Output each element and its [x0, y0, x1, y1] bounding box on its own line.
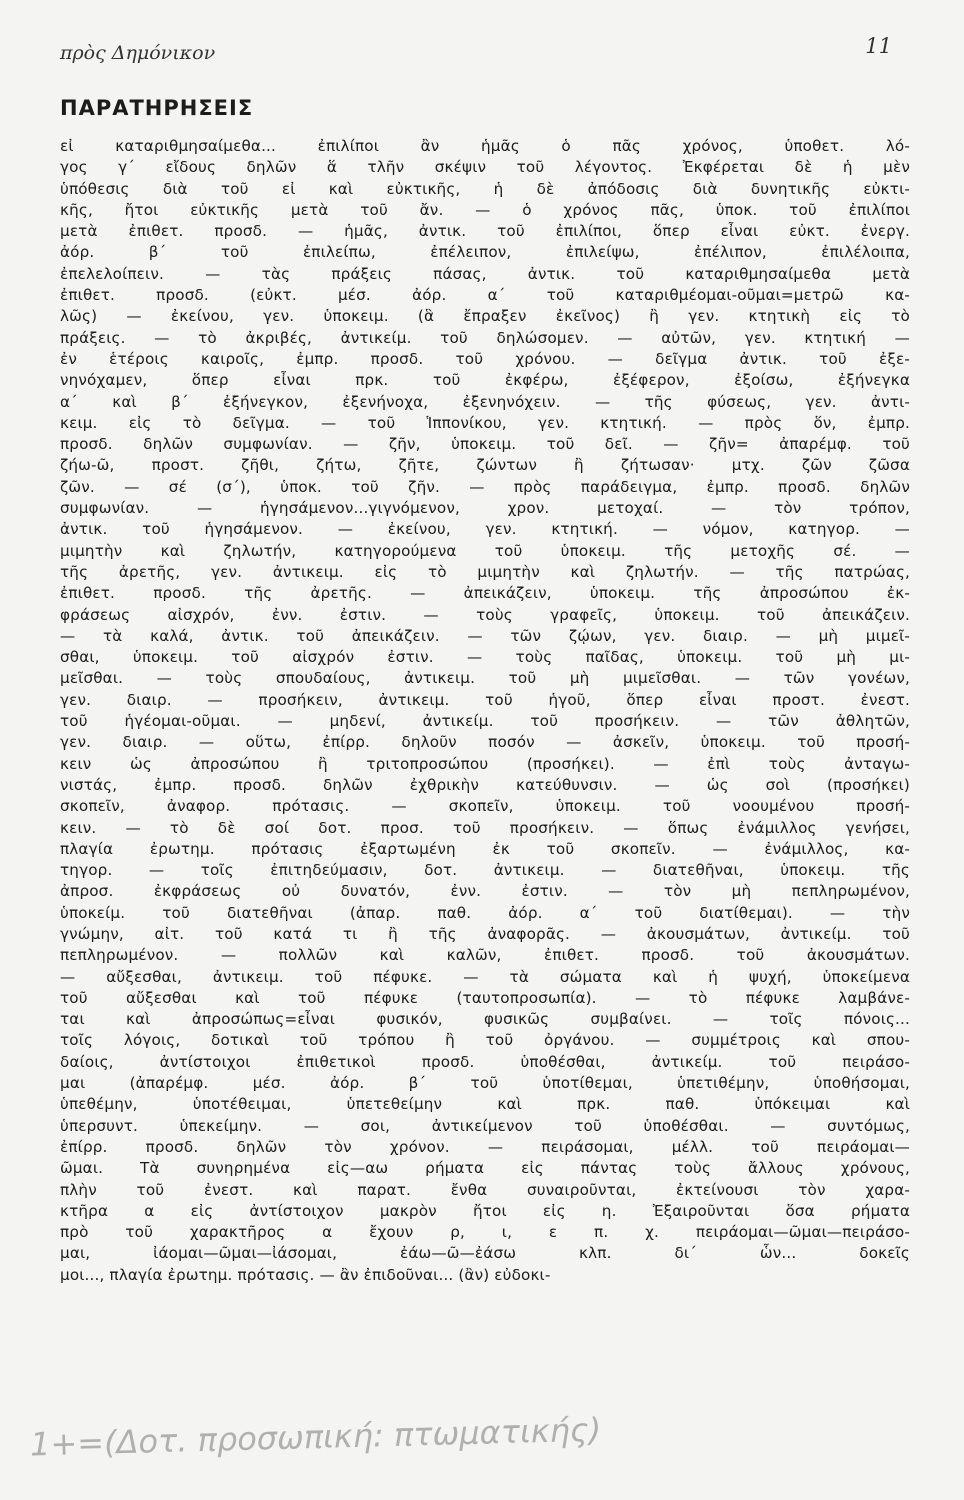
text-line: μετὰ ἐπιθετ. προσδ. — ἡμᾶς, ἀντικ. τοῦ ἐπιλίποι, ὅπερ εἶναι εὐκτ. ἐνεργ.	[60, 222, 910, 241]
text-line: πεπληρωμένον. — πολλῶν καὶ καλῶν, ἐπιθετ. προσδ. τοῦ ἀκουσμάτων.	[60, 946, 910, 965]
text-line: νιστάς, ἐμπρ. προσδ. δηλῶν ἐχθρικὴν κατεύθυνσιν. — ὡς σοὶ (προσήκει)	[60, 775, 910, 794]
text-line: ὑπεθέμην, ὑποτέθειμαι, ὑπετεθείμην καὶ πρκ. παθ. ὑπόκειμαι καὶ	[60, 1095, 910, 1114]
text-line: ἐπιθετ. προσδ. τῆς ἀρετῆς. — ἀπεικάζειν, ὑποκειμ. τῆς ἀπροσώπου ἐκ-	[60, 584, 910, 603]
text-line: κειν ὡς ἀπροσώπου ἢ τριτοπροσώπου (προσήκει). — ἐπὶ τοὺς ἀνταγω-	[60, 754, 910, 773]
text-line: πρὸ τοῦ χαρακτῆρος α ἔχουν ρ, ι, ε π. χ. πειράομαι—ῶμαι—πειράσο-	[60, 1223, 910, 1242]
text-line: ζῶν. — σέ (σ΄), ὑποκ. τοῦ ζῆν. — πρὸς παράδειγμα, ἐμπρ. προσδ. δηλῶν	[60, 477, 910, 496]
text-line: — αὔξεσθαι, ἀντικειμ. τοῦ πέφυκε. — τὰ σώματα καὶ ἡ ψυχή, ὑποκείμενα	[60, 967, 910, 986]
text-line: τοῦ ἡγέομαι-οῦμαι. — μηδενί, ἀντικείμ. τοῦ προσήκειν. — τῶν ἀθλητῶν,	[60, 712, 910, 731]
text-line: ῶμαι. Τὰ συνηρημένα εἰς—αω ρήματα εἰς πάντας τοὺς ἄλλους χρόνους,	[60, 1159, 910, 1178]
text-line: λῶς) — ἐκείνου, γεν. ὑποκειμ. (ἃ ἔπραξεν ἐκεῖνος) ἢ γεν. κτητικὴ εἰς τὸ	[60, 307, 910, 326]
text-line: τηγορ. — τοῖς ἐπιτηδεύμασιν, δοτ. ἀντικειμ. — διατεθῆναι, ὑποκειμ. τῆς	[60, 861, 910, 880]
text-line: κειμ. εἰς τὸ δεῖγμα. — τοῦ Ἱππονίκου, γεν. κτητική. — πρὸς ὅν, ἐμπρ.	[60, 413, 910, 432]
text-line: ἀόρ. β΄ τοῦ ἐπιλείπω, ἐπέλειπον, ἐπιλείψω, ἐπέλιπον, ἐπιλέλοιπα,	[60, 243, 910, 262]
text-line: γος γ΄ εἴδους δηλῶν ἅ τλῆν σκέψιν τοῦ λέγοντος. Ἐκφέρεται δὲ ἡ μὲν	[60, 158, 910, 177]
text-line: φράσεως αἰσχρόν, ἐνν. ἐστιν. — τοὺς γραφεῖς, ὑποκειμ. τοῦ ἀπεικάζειν.	[60, 605, 910, 624]
text-line: σκοπεῖν, ἀναφορ. πρότασις. — σκοπεῖν, ὑποκειμ. τοῦ νοουμένου προσή-	[60, 797, 910, 816]
running-head: πρὸς Δημόνικον	[60, 42, 216, 64]
text-line: μιμητὴν καὶ ζηλωτήν, κατηγορούμενα τοῦ ὑποκειμ. τῆς μετοχῆς σέ. —	[60, 541, 910, 560]
text-line: ται καὶ ἀπροσώπως=εἶναι φυσικόν, φυσικῶς συμβαίνει. — τοῖς πόνοις...	[60, 1010, 910, 1029]
text-line: εἰ καταριθμησαίμεθα... ἐπιλίποι ἂν ἡμᾶς ὁ πᾶς χρόνος, ὑποθετ. λό-	[60, 137, 910, 155]
text-line: α΄ καὶ β΄ ἐξήνεγκον, ἐξενήνοχα, ἐξενηνόχειν. — τῆς φύσεως, γεν. ἀντι-	[60, 392, 910, 411]
commentary-text	[60, 136, 910, 1286]
text-line: ζήω-ῶ, προστ. ζῆθι, ζήτω, ζῆτε, ζώντων ἢ ζήτωσαν· μτχ. ζῶν ζῶσα	[60, 456, 910, 475]
text-line: σθαι, ὑποκειμ. τοῦ αἰσχρόν ἐστιν. — τοὺς παῖδας, ὑποκειμ. τοῦ μὴ μι-	[60, 648, 910, 667]
text-line: μεῖσθαι. — τοὺς σπουδαίους, ἀντικειμ. τοῦ μὴ μιμεῖσθαι. — τῶν γονέων,	[60, 669, 910, 688]
text-line: κτῆρα α εἰς ἀντίστοιχον μακρὸν ἤτοι εἰς η. Ἐξαιροῦνται ὅσα ρήματα	[60, 1201, 910, 1220]
text-line: ὑπόθεσις διὰ τοῦ εἰ καὶ εὐκτικῆς, ἡ δὲ ἀπόδοσις διὰ δυνητικῆς εὐκτι-	[60, 179, 910, 198]
text-line: ὑποκείμ. τοῦ διατεθῆναι (ἀπαρ. παθ. ἀόρ. α΄ τοῦ διατίθεμαι). — τὴν	[60, 903, 910, 922]
text-line: ἐπιθετ. προσδ. (εὐκτ. μέσ. ἀόρ. α΄ τοῦ καταριθμέομαι-οῦμαι=μετρῶ κα-	[60, 286, 910, 305]
page-number: 11	[865, 34, 892, 58]
text-line: ὑπερσυντ. ὑπεκείμην. — σοι, ἀντικείμενον τοῦ ὑποθέσθαι. — συντόμως,	[60, 1116, 910, 1135]
text-line: προσδ. δηλῶν συμφωνίαν. — ζῆν, ὑποκειμ. τοῦ δεῖ. — ζῆν= ἀπαρέμφ. τοῦ	[60, 435, 910, 454]
text-line: δαίοις, ἀντίστοιχοι ἐπιθετικοὶ προσδ. ὑποθέσθαι, ἀντικείμ. τοῦ πειράσο-	[60, 1052, 910, 1071]
text-line: γεν. διαιρ. — προσήκειν, ἀντικειμ. τοῦ ἡγοῦ, ὅπερ εἶναι προστ. ἐνεστ.	[60, 690, 910, 709]
text-line: πλαγία ἐρωτημ. πρότασις ἐξαρτωμένη ἐκ τοῦ σκοπεῖν. — ἐνάμιλλος, κα-	[60, 839, 910, 858]
text-line: τοῖς λόγοις, δοτικαὶ τοῦ τρόπου ἢ τοῦ ὀργάνου. — συμμέτροις καὶ σπου-	[60, 1031, 910, 1050]
text-line: γνώμην, αἰτ. τοῦ κατά τι ἢ τῆς ἀναφορᾶς. — ἀκουσμάτων, ἀντικείμ. τοῦ	[60, 924, 910, 943]
text-line: ἐν ἑτέροις καιροῖς, ἐμπρ. προσδ. τοῦ χρόνου. — δεῖγμα ἀντικ. τοῦ ἐξε-	[60, 349, 910, 368]
text-line: ἀντικ. τοῦ ἡγησάμενον. — ἐκείνου, γεν. κτητική. — νόμον, κατηγορ. —	[60, 520, 910, 539]
text-line: τῆς ἀρετῆς, γεν. ἀντικειμ. εἰς τὸ μιμητὴν καὶ ζηλωτήν. — τῆς πατρώας,	[60, 562, 910, 581]
text-line: κειν. — τὸ δὲ σοί δοτ. προσ. τοῦ προσήκειν. — ὅπως ἐνάμιλλος γενήσει,	[60, 818, 910, 837]
text-line: μαι (ἀπαρέμφ. μέσ. ἀόρ. β΄ τοῦ ὑποτίθεμαι, ὑπετιθέμην, ὑποθήσομαι,	[60, 1074, 910, 1093]
text-line: πράξεις. — τὸ ἀκριβές, ἀντικείμ. τοῦ δηλώσομεν. — αὐτῶν, γεν. κτητική —	[60, 328, 910, 347]
handwritten-margin-note: 1+=(Δοτ. προσωπική: πτωματικής)	[29, 1410, 602, 1464]
text-line: κῆς, ἤτοι εὐκτικῆς μετὰ τοῦ ἄν. — ὁ χρόνος πᾶς, ὑποκ. τοῦ ἐπιλίποι	[60, 200, 910, 219]
text-line: μαι, ἰάομαι—ῶμαι—ἰάσομαι, ἐάω—ῶ—ἐάσω κλπ. δι΄ ὧν... δοκεῖς	[60, 1244, 910, 1263]
text-line: γεν. διαιρ. — οὕτω, ἐπίρρ. δηλοῦν ποσόν — ἀσκεῖν, ὑποκειμ. τοῦ προσή-	[60, 733, 910, 752]
text-line: ἐπίρρ. προσδ. δηλῶν τὸν χρόνον. — πειράσομαι, μέλλ. τοῦ πειράομαι—	[60, 1137, 910, 1156]
text-line: πλὴν τοῦ ἐνεστ. καὶ παρατ. ἔνθα συναιροῦνται, ἐκτείνουσι τὸν χαρα-	[60, 1180, 910, 1199]
text-line: ἀπροσ. ἐκφράσεως οὐ δυνατόν, ἐνν. ἐστιν. — τὸν μὴ πεπληρωμένον,	[60, 882, 910, 901]
text-line: — τὰ καλά, ἀντικ. τοῦ ἀπεικάζειν. — τῶν ζῴων, γεν. διαιρ. — μὴ μιμεῖ-	[60, 626, 910, 645]
text-line: νηνόχαμεν, ὅπερ εἶναι πρκ. τοῦ ἐκφέρω, ἐξέφερον, ἐξοίσω, ἐξήνεγκα	[60, 371, 910, 390]
text-line: μοι..., πλαγία ἐρωτημ. πρότασις. — ἂν ἐπιδοῦναι... (ἂν) εὐδοκι-	[60, 1265, 551, 1284]
text-line: συμφωνίαν. — ἡγησάμενον...γιγνόμενον, χρον. μετοχαί. — τὸν τρόπον,	[60, 499, 910, 518]
text-line: τοῦ αὔξεσθαι καὶ τοῦ πέφυκε (ταυτοπροσωπία). — τὸ πέφυκε λαμβάνε-	[60, 988, 910, 1007]
text-line: ἐπελελοίπειν. — τὰς πράξεις πάσας, ἀντικ. τοῦ καταριθμησαίμεθα μετὰ	[60, 264, 910, 283]
section-heading: ΠΑΡΑΤΗΡΗΣΕΙΣ	[60, 96, 254, 120]
